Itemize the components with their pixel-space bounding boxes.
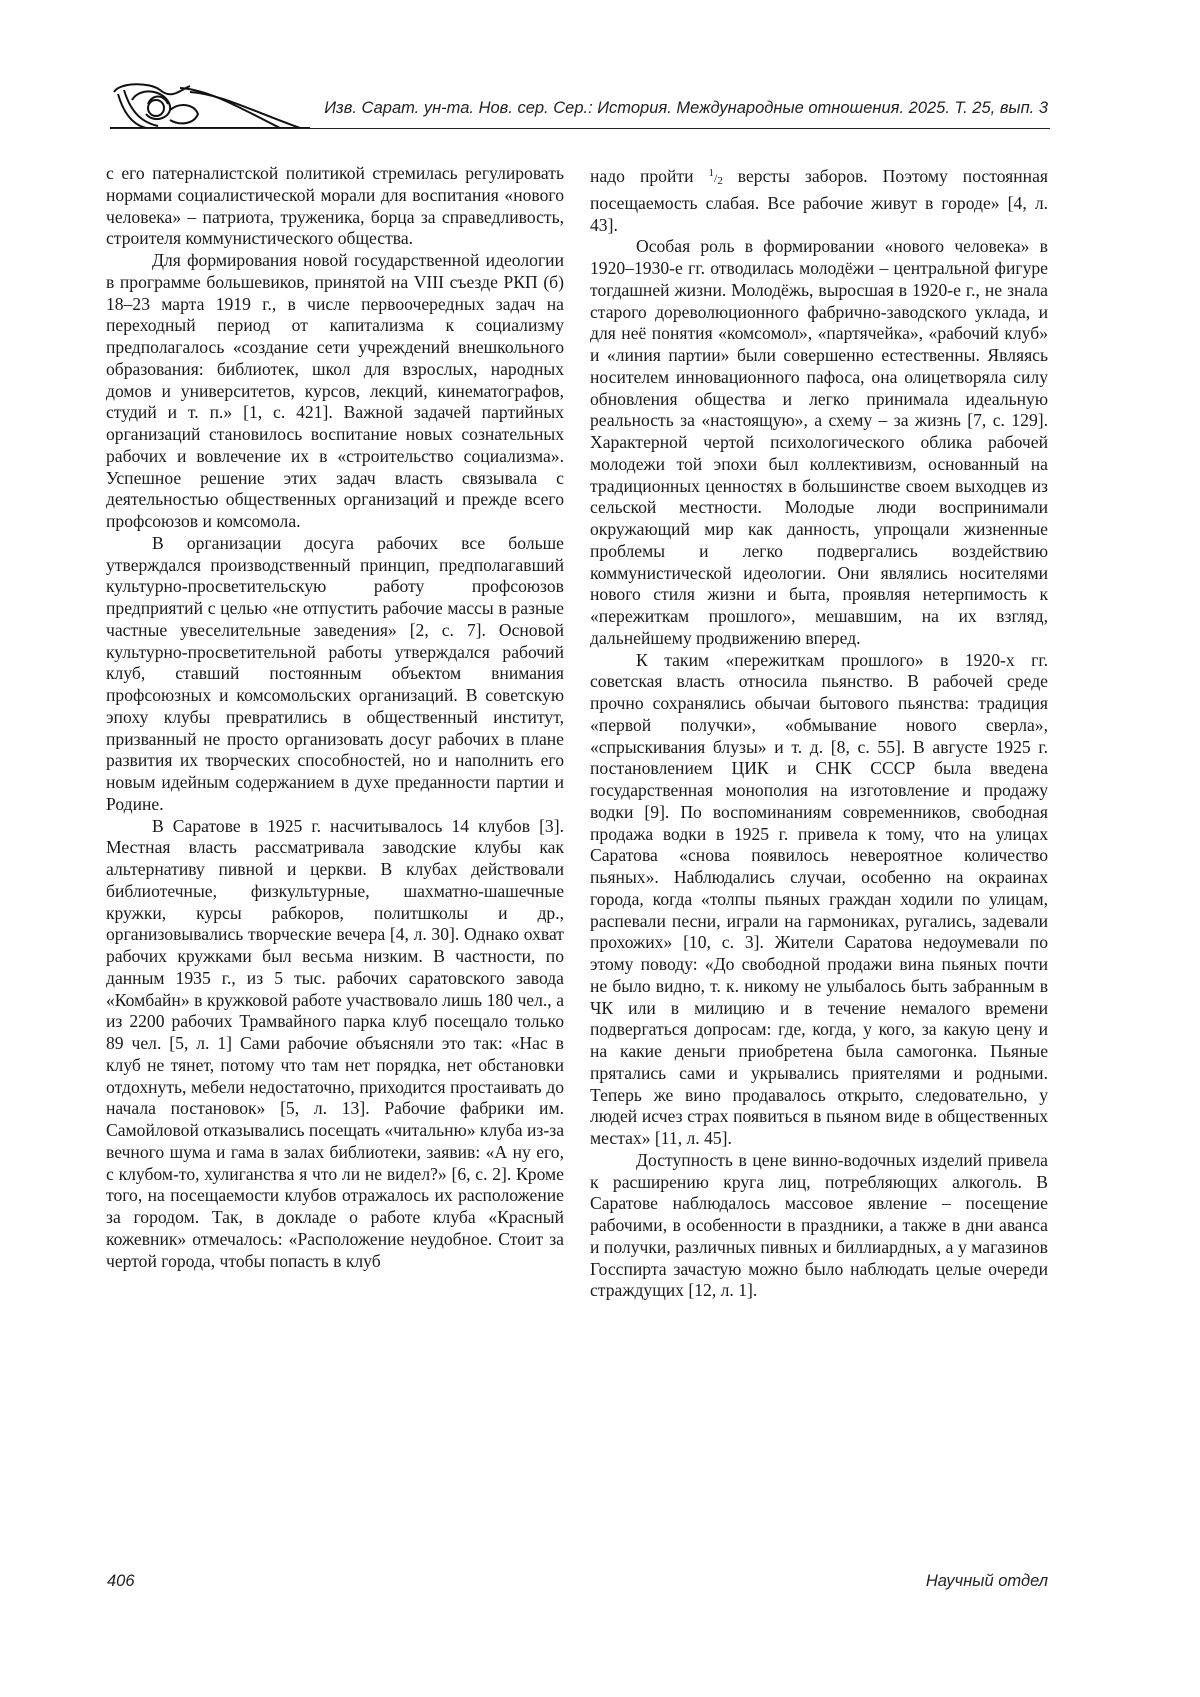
fraction-numerator: 1: [708, 167, 714, 179]
fraction-denominator: 2: [717, 175, 723, 187]
fraction-half: $^1/_2$: [708, 167, 723, 187]
section-name: Научный отдел: [925, 1572, 1048, 1590]
journal-running-header: Изв. Сарат. ун-та. Нов. сер. Сер.: История. Международные отношения. 2025. Т. 25, вып. 3: [324, 99, 1048, 117]
paragraph: К таким «пережиткам прошлого» в 1920-х гг. советская власть относила пьянство. В рабочей среде прочно сохранялись обычаи бытового пьянства: традиция «первой получки», «обмывание нового сверла», «спрыскивания блузы» и т. д. [8, с. 55]. В августе 1925 г. постановлением ЦИК и СНК СССР была введена государственная монополия на изготовление и продажу водки [9]. По воспоминаниям современников, свободная продажа водки в 1925 г. привела к тому, что на улицах Саратова «снова появилось невероятное количество пьяных». Наблюдались случаи, особенно на окраинах города, когда «толпы пьяных граждан ходили по улицам, распевали песни, играли на гармониках, ругались, задевали прохожих» [10, с. 3]. Жители Саратова недоумевали по этому поводу: «До свободной продажи вина пьяных почти не было видно, т. к. никому не улыбалось быть забранным в ЧК или в милицию и в течение немалого времени подвергаться допросам: где, когда, у кого, за какую цену и на какие деньги приобретена была самогонка. Пьяные прятались сами и укрывались приятелями и родными. Теперь же вино продавалось открыто, следовательно, у людей исчез страх появиться в пьяном виде в общественных местах» [11, л. 45].: [590, 649, 1048, 1148]
paragraph: [590, 163, 1048, 236]
paragraph: Особая роль в формировании «нового человека» в 1920–1930-е гг. отводилась молодёжи – центральной фигуре тогдашней жизни. Молодёжь, выросшая в 1920-е г., не знала старого дореволюционного фабрично-заводского уклада, и для неё понятия «комсомол», «партячейка», «рабочий клуб» и «линия партии» были совершенно естественны. Являясь носителем инновационного пафоса, она олицетворяла силу обновления общества и легко принимала идеальную реальность за «настоящую», а схему – за жизнь [7, с. 129]. Характерной чертой психологического облика рабочей молодежи той эпохи был коллективизм, основанный на традиционных ценностях в большинстве своем выходцев из сельской местности. Молодые люди воспринимали окружающий мир как данность, упрощали жизненные проблемы и легко подвергались воздействию коммунистической идеологии. Они являлись носителями нового стиля жизни и быта, проявляя нетерпимость к «пережиткам прошлого», мешавшим, на их взгляд, дальнейшему продвижению вперед.: [590, 236, 1048, 648]
left-column: [106, 163, 564, 1272]
ornament-logo-icon: [110, 80, 310, 132]
page-number: 406: [107, 1572, 135, 1590]
paragraph: Доступность в цене винно-водочных изделий привела к расширению круга лиц, потребляющих алкоголь. В Саратове наблюдалось массовое явление – посещение рабочими, в особенности в праздники, а также в дни аванса и получки, различных пивных и биллиардных, а у магазинов Госспирта зачастую можно было наблюдать целые очереди страждущих [12, л. 1].: [590, 1149, 1048, 1301]
right-column: [590, 163, 1048, 1302]
paragraph: В организации досуга рабочих все больше утверждался производственный принцип, предполагавший культурно-просветительскую работу профсоюзов предприятий с целью «не отпустить рабочие массы в разные частные увеселительные заведения» [2, с. 7]. Основой культурно-просветительной работы утверждался рабочий клуб, ставший постоянным объектом внимания профсоюзных и комсомольских организаций. В советскую эпоху клубы превратились в общественный институт, призванный не просто организовать досуг рабочих в плане развития их творческих способностей, но и наполнить его новым идейным содержанием в духе преданности партии и Родине.: [106, 532, 564, 814]
text-run: надо пройти: [590, 166, 709, 186]
paragraph: с его патерналистской политикой стремилась регулировать нормами социалистической морали для воспитания «нового человека» – патриота, труженика, борца за справедливость, строителя коммунистического общества.: [106, 163, 564, 249]
header-divider: [112, 128, 1050, 129]
text-run: версты заборов. Поэтому постоянная посещаемость слабая. Все рабочие живут в городе» [4, л. 43].: [590, 166, 1048, 235]
paragraph: В Саратове в 1925 г. насчитывалось 14 клубов [3]. Местная власть рассматривала заводские клубы как альтернативу пивной и церкви. В клубах действовали библиотечные, физкультурные, шахматно-шашечные кружки, курсы рабкоров, политшколы и др., организовывались творческие вечера [4, л. 30]. Однако охват рабочих кружками был весьма низким. В частности, по данным 1935 г., из 5 тыс. рабочих саратовского завода «Комбайн» в кружковой работе участвовало лишь 180 чел., а из 2200 рабочих Трамвайного парка клуб посещало только 89 чел. [5, л. 1] Сами рабочие объясняли это так: «Нас в клуб не тянет, потому что там нет порядка, нет обстановки отдохнуть, мебели недостаточно, приходится простаивать до начала постановок» [5, л. 13]. Рабочие фабрики им. Самойловой отказывались посещать «читальню» клуба из-за вечного шума и гама в залах библиотеки, заявив: «А ну его, с клубом-то, хулиганства я что ли не видел?» [6, с. 2]. Кроме того, на посещаемости клубов отражалось их расположение за городом. Так, в докладе о работе клуба «Красный кожевник» отмечалось: «Расположение неудобное. Стоит за чертой города, чтобы попасть в клуб: [106, 815, 564, 1271]
paragraph: Для формирования новой государственной идеологии в программе большевиков, принятой на VIII съезде РКП (б) 18–23 марта 1919 г., в числе первоочередных задач на переходный период от капитализма к социализму предполагалось «создание сети учреждений внешкольного образования: библиотек, школ для взрослых, народных домов и университетов, курсов, лекций, кинематографов, студий и т. п.» [1, с. 421]. Важной задачей партийных организаций становилось воспитание новых сознательных рабочих и вовлечение их в «строительство социализма». Успешное решение этих задач власть связывала с деятельностью общественных организаций и прежде всего профсоюзов и комсомола.: [106, 250, 564, 531]
